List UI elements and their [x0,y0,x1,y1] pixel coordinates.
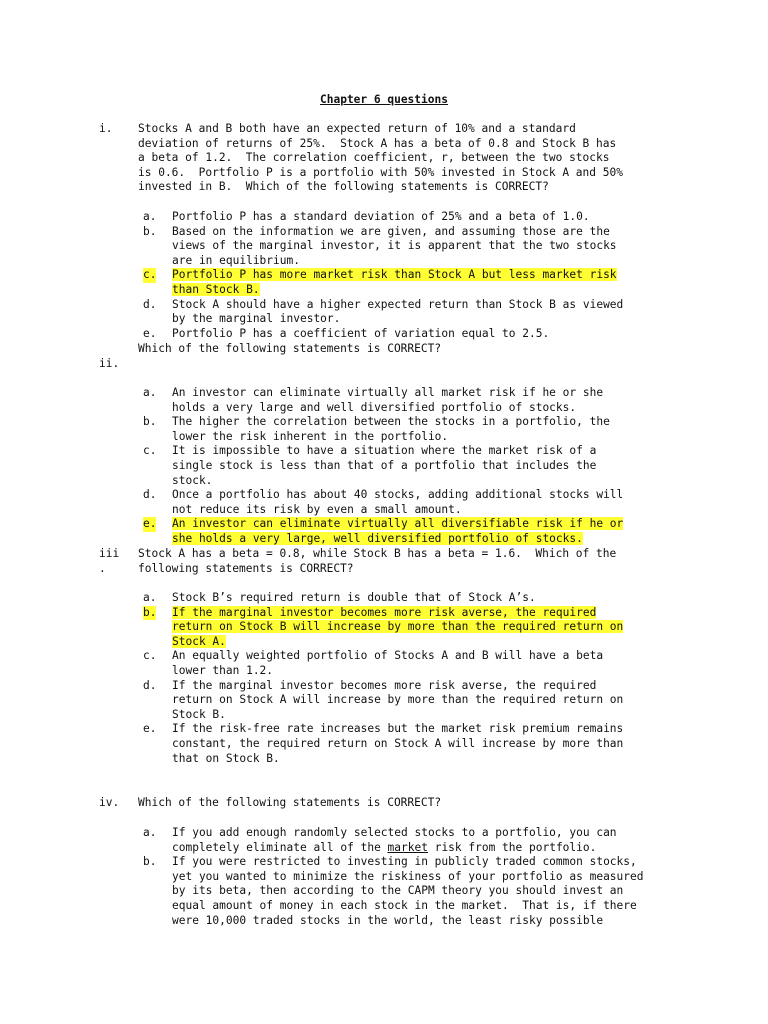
option-b [0,415,768,444]
option-label: b. [143,855,157,869]
option-line: If the marginal investor becomes more risk averse, the required [172,605,597,619]
question-number-line: iii [99,547,120,560]
option-label: a. [143,210,157,223]
option-line: that on Stock B. [172,751,280,765]
question-line: deviation of returns of 25%. Stock A has a beta of 0.8 and Stock B has [138,136,617,150]
option-label: d. [143,488,157,502]
question-line: Which of the following statements is CORRECT? [138,796,442,809]
question-number: i. [99,122,113,135]
option-d [0,298,768,327]
option-line: are in equilibrium. [172,253,300,267]
option-line: Stock A should have a higher expected return than Stock B as viewed [172,297,624,311]
option-line: by the marginal investor. [172,312,341,326]
question-line: Stock A has a beta = 0.8, while Stock B has a beta = 1.6. Which of the [138,547,617,560]
option-line: she holds a very large, well diversified portfolio of stocks. [172,531,583,545]
option-line: It is impossible to have a situation where the market risk of a [172,444,597,458]
question-number-line: . [99,561,106,575]
option-label: d. [143,678,157,692]
option-label: e. [143,326,157,340]
option-line: Stock A. [172,634,226,648]
option-line: views of the marginal investor, it is apparent that the two stocks [172,239,617,253]
option-line: were 10,000 traded stocks in the world, the least risky possible [172,913,604,927]
option-line: Portfolio P has a coefficient of variation equal to 2.5. [172,326,550,340]
option-line: lower the risk inherent in the portfolio. [172,429,449,443]
option-label: b. [143,415,157,429]
option-line: If the risk-free rate increases but the market risk premium remains [172,722,624,736]
option-line: stock. [172,473,213,487]
question-number: iv. [99,796,120,809]
option-line: by its beta, then according to the CAPM theory you should invest an [172,884,624,898]
option-label: a. [143,591,157,604]
question-number: ii. [99,357,120,370]
option-line: yet you wanted to minimize the riskiness of your portfolio as measured [172,869,644,883]
question-number [99,547,119,576]
option-label: d. [143,297,157,311]
option-line: If you add enough randomly selected stocks to a portfolio, you can [172,826,617,839]
option-a [0,591,768,606]
option-line: return on Stock A will increase by more than the required return on [172,693,624,707]
option-line: constant, the required return on Stock A will increase by more than [172,736,624,750]
option-line: holds a very large and well diversified portfolio of stocks. [172,400,577,414]
question-line: invested in B. Which of the following statements is CORRECT? [138,180,549,194]
question-text [138,547,683,576]
option-line: Portfolio P has a standard deviation of 25% and a beta of 1.0. [172,210,590,223]
option-b-highlighted [0,606,768,650]
question-text [138,122,683,195]
option-label: c. [143,444,157,458]
question-line: a beta of 1.2. The correlation coefficient, r, between the two stocks [138,151,610,165]
option-label: a. [143,386,157,399]
option-b [0,855,768,928]
question-line: is 0.6. Portfolio P is a portfolio with 50% invested in Stock A and 50% [138,165,623,179]
option-line: single stock is less than that of a portfolio that includes the [172,458,597,472]
option-line: Stock B’s required return is double that of Stock A’s. [172,591,536,604]
option-line: An investor can eliminate virtually all diversifiable risk if he or [172,517,624,531]
option-label: c. [143,268,157,282]
option-line: If you were restricted to investing in publicly traded common stocks, [172,855,637,869]
question-text [138,796,683,811]
option-label: a. [143,826,157,839]
option-line: The higher the correlation between the stocks in a portfolio, the [172,415,610,429]
option-line: equal amount of money in each stock in the market. That is, if there [172,898,637,912]
question-line: Stocks A and B both have an expected return of 10% and a standard [138,122,576,135]
option-b [0,225,768,269]
page-title: Chapter 6 questions [320,93,448,106]
question-1-options [0,210,768,341]
option-line: Stock B. [172,707,226,721]
option-line: An equally weighted portfolio of Stocks A and B will have a beta [172,649,604,663]
option-line: not reduce its risk by even a small amount. [172,502,462,516]
option-e [0,327,768,342]
option-line: than Stock B. [172,282,260,296]
option-line: Portfolio P has more market risk than Stock A but less market risk [172,268,617,282]
option-a [0,386,768,415]
option-line-end: risk from the portfolio. [427,840,597,854]
option-line: An investor can eliminate virtually all market risk if he or she [172,386,604,399]
option-d [0,679,768,723]
option-e [0,722,768,766]
underlined-word: market [387,840,428,854]
option-e-highlighted [0,517,768,546]
question-2-options [0,386,768,547]
option-line: Based on the information we are given, and assuming those are the [172,224,610,238]
option-label: b. [143,605,157,619]
question-line: Which of the following statements is CORRECT? [138,342,442,355]
option-line: lower than 1.2. [172,663,274,677]
option-line: If the marginal investor becomes more risk averse, the required [172,678,597,692]
option-c-highlighted [0,268,768,297]
option-a [0,826,768,855]
option-line: Once a portfolio has about 40 stocks, adding additional stocks will [172,488,624,502]
option-c [0,649,768,678]
option-c [0,444,768,488]
option-label: b. [143,224,157,238]
question-text [138,342,683,357]
question-line: following statements is CORRECT? [138,561,354,575]
option-a [0,210,768,225]
option-label: e. [143,517,157,531]
option-d [0,488,768,517]
question-3-options [0,591,768,766]
option-line: return on Stock B will increase by more than the required return on [172,620,624,634]
option-line [172,841,684,856]
option-line-start: completely eliminate all of the [172,840,388,854]
question-4-options [0,826,768,928]
option-label: e. [143,722,157,736]
option-label: c. [143,649,157,663]
